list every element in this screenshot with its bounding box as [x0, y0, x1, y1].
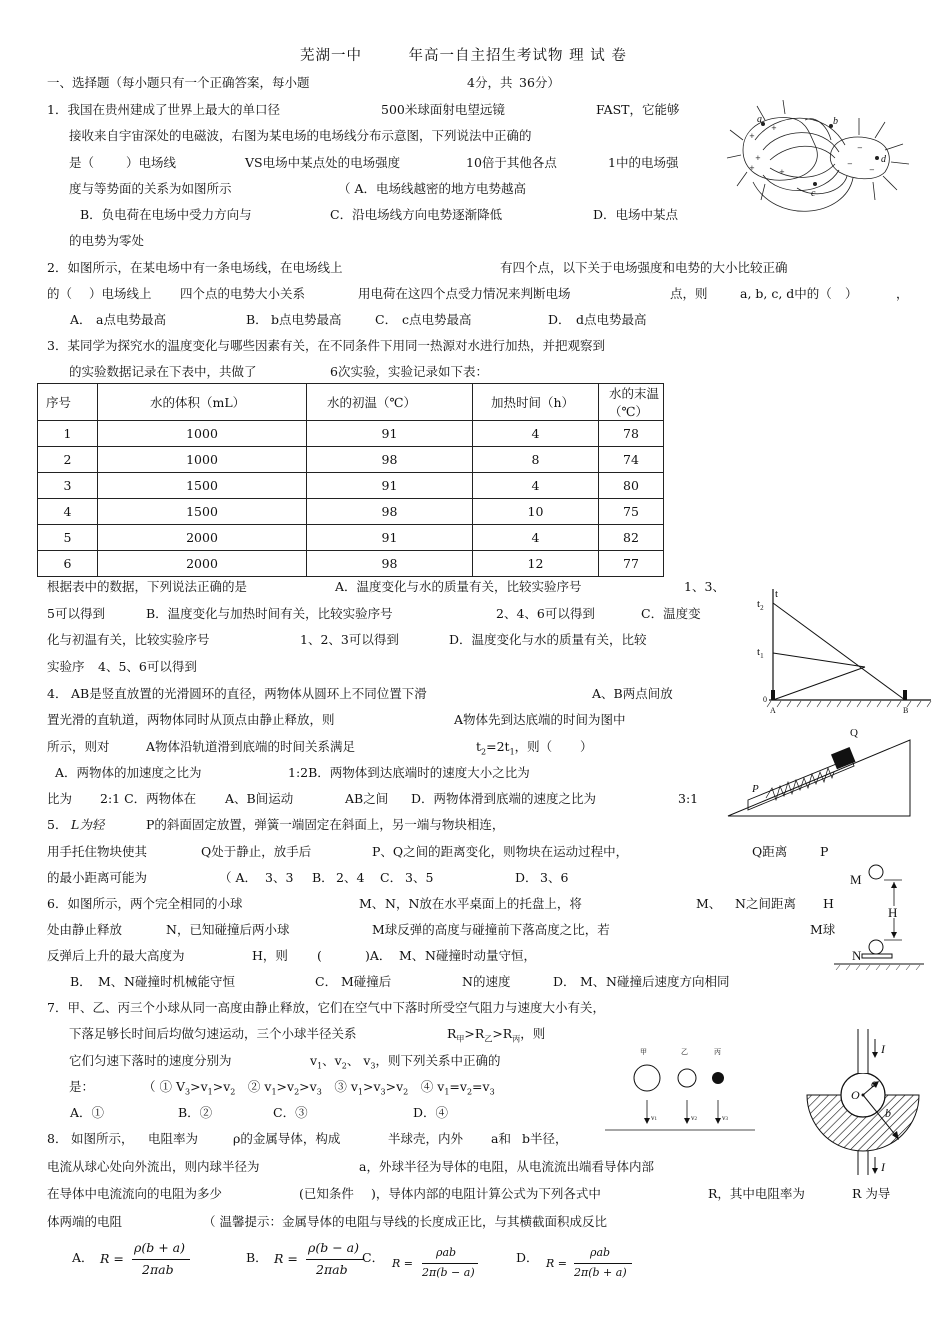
- text-fragment: R 为导: [852, 1186, 891, 1201]
- point-label: c: [811, 188, 816, 199]
- q3-line: 3．某同学为探究水的温度变化与哪些因素有关，在不同条件下用同一热源对水进行加热，并把观察到: [47, 338, 605, 353]
- table-header-row: [38, 384, 664, 421]
- text-fragment: M、: [98, 974, 124, 989]
- electric-field-figure: [735, 100, 915, 240]
- math-sub: 乙: [484, 1034, 493, 1044]
- text-fragment: 半球壳，内外: [388, 1131, 464, 1146]
- table-row: [38, 421, 664, 447]
- text-fragment: 化与初温有关，比较实验序号: [47, 632, 210, 647]
- origin-label: 0: [763, 695, 767, 704]
- option-a: A．温度变化与水的质量有关，比较实验序号: [335, 579, 582, 594]
- option-c: 2:1 C．两物体在: [100, 791, 197, 806]
- hemisphere-shell-figure: [805, 1025, 925, 1180]
- text-fragment: 6次实验，实验记录如下表：: [330, 364, 488, 379]
- point-label: b: [833, 116, 838, 127]
- text-fragment: 在导体中电流流向的电阻为多少: [47, 1186, 223, 1201]
- sphere-label: 甲: [640, 1048, 647, 1056]
- text-fragment: 的电势为零处: [69, 233, 145, 248]
- table-cell: 77: [599, 551, 664, 577]
- svg-text:+: +: [749, 164, 755, 172]
- formula-denominator: 2πab: [316, 1262, 348, 1277]
- radius-label: a: [871, 1076, 877, 1090]
- text-fragment: 2、4、6可以得到: [496, 606, 595, 621]
- text-fragment: R，其中电阻率为: [708, 1186, 805, 1201]
- text-fragment: 体两端的电阻: [47, 1214, 123, 1229]
- svg-text:+: +: [749, 132, 755, 140]
- table-cell: 91: [307, 525, 473, 551]
- option-c: C．温度变: [641, 606, 701, 621]
- option-label: D．: [516, 1250, 539, 1265]
- velocity-label: v1: [651, 1114, 657, 1122]
- table-cell: 1500: [98, 473, 307, 499]
- q1-line: 接收来自宇宙深处的电磁波，右图为某电场的电场线分布示意图，下列说法中正确的: [69, 128, 532, 143]
- spring-incline-figure: [726, 722, 916, 822]
- q5-number: 5．: [47, 817, 68, 832]
- math-sub: 2: [230, 1087, 236, 1097]
- option-c: c点电势最高: [402, 312, 472, 327]
- table-header-cell: 水的末温（℃）: [599, 384, 664, 421]
- table-cell: 8: [473, 447, 599, 473]
- table-row: [38, 525, 664, 551]
- table-cell: 2000: [98, 525, 307, 551]
- table-cell: 91: [307, 421, 473, 447]
- svg-text:+: +: [779, 168, 785, 176]
- option-b: N碰撞时机械能守恒: [124, 974, 235, 989]
- text-fragment: ④: [408, 1079, 434, 1094]
- current-label: I: [881, 1042, 885, 1056]
- text-fragment: 四个点的电势大小关系: [180, 286, 306, 301]
- option-d: D．温度变化与水的质量有关，比较: [449, 632, 647, 647]
- math-inline: [447, 1026, 545, 1048]
- math-var: =v: [472, 1079, 490, 1094]
- option-c: C．③: [273, 1105, 308, 1120]
- option-label: C．: [362, 1250, 385, 1265]
- option-d: D．④: [413, 1105, 449, 1120]
- current-label: I: [881, 1160, 885, 1174]
- option-a: A．两物体的加速度之比为: [55, 765, 202, 780]
- text-fragment: 用电荷在这四个点受力情况来判断电场: [358, 286, 571, 301]
- math-inline: [143, 1079, 495, 1101]
- fraction-bar: [422, 1263, 478, 1264]
- point-label: d: [881, 154, 886, 165]
- text-fragment: M、: [696, 896, 722, 911]
- text-fragment: ③: [321, 1079, 347, 1094]
- math-sub: 3: [185, 1087, 191, 1097]
- text-fragment: 1中的电场强: [608, 155, 679, 170]
- math-var: V: [175, 1079, 185, 1094]
- math-var: v: [310, 1053, 318, 1068]
- formula-lhs: R =: [274, 1251, 298, 1266]
- option-label: D．: [515, 870, 538, 885]
- option-a: )A．: [365, 948, 392, 963]
- center-label: O: [851, 1088, 860, 1102]
- axis-label: t: [775, 588, 779, 600]
- option-a: A．①: [70, 1105, 105, 1120]
- math-var: >R: [492, 1026, 513, 1041]
- text-fragment: N，N放在水平桌面上的托盘上，将: [385, 896, 582, 911]
- fraction-bar: [574, 1263, 632, 1264]
- text-fragment: A物体沿轨道滑到底端的时间关系满足: [146, 739, 356, 754]
- math-sub: 3: [370, 1061, 376, 1071]
- table-cell: 1500: [98, 499, 307, 525]
- text-fragment: 10倍于其他各点: [466, 155, 557, 170]
- hint-text: （ 温馨提示：金属导体的电阻与导线的长度成正比，与其横截面积成反比: [203, 1214, 607, 1229]
- option-label: A．: [72, 1250, 94, 1265]
- math-var: >v: [212, 1079, 231, 1094]
- math-inline: [310, 1053, 500, 1075]
- table-cell: 6: [38, 551, 98, 577]
- math-sub: 3: [380, 1087, 386, 1097]
- svg-text:+: +: [771, 124, 777, 132]
- text-fragment: 实验序: [47, 659, 85, 674]
- svg-text:+: +: [755, 154, 761, 162]
- text-fragment: ）电场线: [126, 155, 177, 170]
- table-row: [38, 447, 664, 473]
- table-cell: 78: [599, 421, 664, 447]
- formula-denominator: 2π(b − a): [422, 1266, 475, 1279]
- option-label: B．: [312, 870, 334, 885]
- table-cell: 98: [307, 447, 473, 473]
- table-cell: 1: [38, 421, 98, 447]
- table-cell: 12: [473, 551, 599, 577]
- text-fragment: N碰撞时动量守恒，: [425, 948, 536, 963]
- math-sub: 2: [481, 747, 487, 757]
- text-fragment: ，则: [520, 1026, 546, 1041]
- text-fragment: [476, 739, 552, 761]
- text-fragment: N，已知碰撞后两小球: [166, 922, 290, 937]
- math-sub: 2: [466, 1087, 473, 1097]
- text-fragment: A、B两点间放: [592, 686, 673, 701]
- text-fragment: a, b, c, d中的（: [740, 286, 832, 301]
- data-table: [37, 383, 664, 577]
- text-fragment: 、: [346, 1053, 360, 1068]
- sphere-label: 乙: [681, 1048, 688, 1056]
- formula-denominator: 2π(b + a): [574, 1266, 627, 1279]
- math-var: v: [363, 1053, 371, 1068]
- text-fragment: 4、5、6可以得到: [98, 659, 197, 674]
- option-c: M碰撞后: [341, 974, 392, 989]
- text-fragment: VS电场中某点处的电场强度: [245, 155, 401, 170]
- table-cell: 4: [473, 525, 599, 551]
- radius-label: b: [885, 1106, 891, 1120]
- table-cell: 4: [473, 473, 599, 499]
- table-cell: 2000: [98, 551, 307, 577]
- math-var: >v: [299, 1079, 317, 1094]
- text-fragment: 所示，则对: [47, 739, 110, 754]
- formula-lhs: R =: [100, 1251, 124, 1266]
- table-header-cell: 序号: [38, 384, 98, 421]
- point-label: P: [752, 783, 759, 795]
- text-fragment: 36分）: [519, 75, 560, 90]
- table-header-cell: 水的初温（℃）: [307, 384, 473, 421]
- q5-line: P的斜面固定放置，弹簧一端固定在斜面上，另一端与物块相连，: [146, 817, 505, 832]
- text-fragment: 是（: [69, 155, 107, 170]
- option-a: 3、3: [265, 870, 294, 885]
- table-row: [38, 473, 664, 499]
- text-fragment: 电阻率为: [148, 1131, 199, 1146]
- text-fragment: 比为: [47, 791, 73, 806]
- formula-lhs: R =: [392, 1257, 413, 1270]
- velocity-label: v2: [691, 1114, 697, 1122]
- table-cell: 75: [599, 499, 664, 525]
- option-label: C．: [375, 312, 398, 327]
- fraction-bar: [132, 1259, 190, 1260]
- table-cell: 82: [599, 525, 664, 551]
- text-fragment: 度与等势面的关系为如图所示: [69, 181, 232, 196]
- text-fragment: Q距离: [752, 844, 788, 859]
- section-heading: 一、选择题（每小题只有一个正确答案，每小题: [47, 75, 310, 90]
- text-fragment: N之间距离: [735, 896, 796, 911]
- table-header-cell: 水的体积（mL）: [98, 384, 307, 421]
- two-balls-figure: [832, 860, 932, 975]
- math-sub: 1: [271, 1087, 277, 1097]
- math-sub: 2: [341, 1061, 347, 1071]
- option-label: C．: [380, 870, 403, 885]
- table-row: [38, 551, 664, 577]
- text-fragment: (: [317, 948, 322, 963]
- table-cell: 91: [307, 473, 473, 499]
- text-fragment: A物体先到达底端的时间为图中: [454, 712, 626, 727]
- option-a: （ A．电场线越密的地方电势越高: [338, 181, 527, 196]
- formula-denominator: 2πab: [142, 1262, 174, 1277]
- text-fragment: ②: [235, 1079, 261, 1094]
- math-sub: 1: [317, 1061, 323, 1071]
- option-c: C．沿电场线方向电势逐渐降低: [330, 207, 503, 222]
- q7-line: 7．甲、乙、丙三个小球从同一高度由静止释放，它们在空气中下落时所受空气阻力与速度大小有关，: [47, 1000, 605, 1015]
- text-fragment: 处由静止释放: [47, 922, 123, 937]
- option-b: 1:2B．两物体到达底端时的速度大小之比为: [288, 765, 530, 780]
- table-cell: 74: [599, 447, 664, 473]
- text-fragment: ，则下列关系中正确的: [375, 1053, 501, 1068]
- table-cell: 10: [473, 499, 599, 525]
- option-a: a点电势最高: [96, 312, 166, 327]
- q1-line: 1．我国在贵州建成了世界上最大的单口径: [47, 102, 280, 117]
- text-fragment: 反弹后上升的最大高度为: [47, 948, 185, 963]
- table-cell: 98: [307, 499, 473, 525]
- table-cell: 3: [38, 473, 98, 499]
- formula-numerator: ρ(b + a): [134, 1240, 185, 1255]
- option-d: N碰撞后速度方向相同: [606, 974, 730, 989]
- math-var: R: [447, 1026, 457, 1041]
- text-fragment: N的速度: [462, 974, 511, 989]
- text-fragment: 1、2、3可以得到: [300, 632, 399, 647]
- text-fragment: 500米球面射电望远镜: [381, 102, 505, 117]
- table-cell: 1000: [98, 447, 307, 473]
- option-c: 3、5: [405, 870, 434, 885]
- table-cell: 80: [599, 473, 664, 499]
- text-fragment: 电流从球心处向外流出，则内球半径为: [47, 1159, 260, 1174]
- text-fragment: ，则（: [514, 739, 553, 754]
- option-label: A．: [70, 312, 92, 327]
- option-label: D．: [553, 974, 576, 989]
- text-fragment: 的最小距离可能为: [47, 870, 148, 885]
- option-b: b点电势最高: [271, 312, 342, 327]
- option-label: B．: [70, 974, 92, 989]
- formula-numerator: ρab: [436, 1246, 457, 1259]
- option-d: 3、6: [540, 870, 569, 885]
- option-b: B．温度变化与加热时间有关，比较实验序号: [146, 606, 393, 621]
- three-spheres-figure: [605, 1044, 765, 1134]
- math-sub: 甲: [456, 1034, 465, 1044]
- math-sub: 1: [444, 1087, 450, 1097]
- math-var: >v: [362, 1079, 381, 1094]
- text-fragment: a和: [491, 1131, 511, 1146]
- text-fragment: M球: [810, 922, 836, 937]
- text-fragment: 5可以得到: [47, 606, 105, 621]
- option-label: D．: [548, 312, 571, 327]
- height-label: H: [888, 905, 898, 920]
- text-fragment: 根据表中的数据，下列说法正确的是: [47, 579, 248, 594]
- option-label: B．: [246, 1250, 268, 1265]
- math-var: =v: [449, 1079, 467, 1094]
- q4-line: AB是竖直放置的光滑圆环的直径，两物体从圆环上不同位置下滑: [71, 686, 427, 701]
- option-d: d点电势最高: [576, 312, 647, 327]
- table-row: [38, 499, 664, 525]
- text-fragment: 用手托住物块使其: [47, 844, 148, 859]
- text-fragment: H: [823, 896, 834, 911]
- math-sub: 1: [357, 1087, 363, 1097]
- math-sub: 丙: [512, 1034, 521, 1044]
- text-fragment: 的实验数据记录在下表中，共做了: [69, 364, 257, 379]
- axis-label: $t_1$: [757, 646, 764, 660]
- math-var: t: [476, 739, 482, 754]
- text-fragment: ）电场线上: [89, 286, 152, 301]
- text-fragment: H，则: [252, 948, 288, 963]
- option-b: 2、4: [336, 870, 365, 885]
- text-fragment: AB之间: [345, 791, 389, 806]
- point-label: Q: [850, 727, 858, 739]
- math-var: v: [437, 1079, 445, 1094]
- math-var: v: [350, 1079, 358, 1094]
- text-fragment: a，外球半径为导体的电阻，从电流流出端看导体内部: [359, 1159, 654, 1174]
- math-var: >R: [464, 1026, 485, 1041]
- sphere-label: 丙: [714, 1048, 721, 1056]
- option-b: B．②: [178, 1105, 213, 1120]
- table-cell: 4: [38, 499, 98, 525]
- text-fragment: 下落足够长时间后均做匀速运动，三个小球半径关系: [69, 1026, 357, 1041]
- text-fragment: 有四个点，以下关于电场强度和电势的大小比较正确: [500, 260, 788, 275]
- math-var: 、v: [322, 1053, 342, 1068]
- math-sub: 2: [294, 1087, 300, 1097]
- text-fragment: (已知条件: [299, 1186, 354, 1201]
- text-fragment: FAST，它能够: [596, 102, 680, 117]
- table-cell: 4: [473, 421, 599, 447]
- formula-numerator: ρ(b − a): [308, 1240, 359, 1255]
- text-fragment: 点，则: [670, 286, 708, 301]
- velocity-label: v3: [722, 1114, 728, 1122]
- text-fragment: 置光滑的直轨道，两物体同时从顶点由静止释放，则: [47, 712, 335, 727]
- table-cell: 5: [38, 525, 98, 551]
- table-header-cell: 加热时间（h）: [473, 384, 599, 421]
- page-title: 芜湖一中 年高一自主招生考试物 理 试 卷: [300, 48, 627, 64]
- math-sub: 1: [207, 1087, 213, 1097]
- text-fragment: ）: [845, 286, 858, 301]
- text-fragment: A、B间运动: [225, 791, 294, 806]
- math-var: =2t: [486, 739, 510, 754]
- text-fragment: ρ的金属导体，构成: [233, 1131, 341, 1146]
- text-fragment: P: [820, 844, 829, 859]
- math-sub: 3: [316, 1087, 322, 1097]
- option-label: B．: [246, 312, 268, 327]
- text-fragment: 3:1: [678, 791, 699, 806]
- math-var: >v: [190, 1079, 208, 1094]
- text-fragment: 4分，共: [467, 75, 513, 90]
- svg-text:−: −: [847, 160, 853, 168]
- math-sub: 2: [403, 1087, 409, 1097]
- svg-text:−: −: [869, 166, 875, 174]
- ball-label: N: [852, 948, 862, 963]
- q2-line: 2．如图所示，在某电场中有一条电场线，在电场线上: [47, 260, 343, 275]
- formula-lhs: R =: [546, 1257, 567, 1270]
- fraction-bar: [306, 1259, 364, 1260]
- text-fragment: b半径，: [522, 1131, 568, 1146]
- text-fragment: 它们匀速下落时的速度分别为: [69, 1053, 232, 1068]
- text-fragment: M、: [399, 948, 425, 963]
- math-sub: 3: [489, 1087, 495, 1097]
- q4-number: 4．: [47, 686, 68, 701]
- text-fragment: ）: [580, 739, 593, 754]
- table-cell: 1000: [98, 421, 307, 447]
- math-sub: 1: [509, 747, 515, 757]
- text-fragment: 是：: [69, 1079, 95, 1094]
- text-fragment: 1、3、: [684, 579, 725, 594]
- ball-label: M: [850, 872, 862, 887]
- point-label: a: [757, 114, 762, 125]
- table-cell: 98: [307, 551, 473, 577]
- text-fragment: )，导体内部的电阻计算公式为下列各式中: [371, 1186, 601, 1201]
- option-d: D．两物体滑到底端的速度之比为: [411, 791, 597, 806]
- point-label: A: [770, 706, 776, 715]
- text-fragment: ，: [896, 286, 909, 301]
- text-fragment: 的（: [47, 286, 73, 301]
- axis-label: $t_2$: [757, 598, 764, 612]
- formula-numerator: ρab: [590, 1246, 611, 1259]
- q8-number: 8．: [47, 1131, 68, 1146]
- math-var: >v: [385, 1079, 404, 1094]
- text-fragment: L为轻: [71, 817, 105, 832]
- math-var: v: [264, 1079, 272, 1094]
- incline-time-figure: [755, 585, 935, 715]
- svg-text:−: −: [857, 144, 863, 152]
- option-d: D．电场中某点: [593, 207, 679, 222]
- text-fragment: （ ①: [143, 1079, 172, 1094]
- option-b: B．负电荷在电场中受力方向与: [80, 207, 252, 222]
- text-fragment: P、Q之间的距离变化，则物块在运动过程中，: [372, 844, 629, 859]
- text-fragment: 如图所示，: [71, 1131, 134, 1146]
- text-fragment: M、: [580, 974, 606, 989]
- table-cell: 2: [38, 447, 98, 473]
- point-label: B: [903, 706, 909, 715]
- math-var: >v: [276, 1079, 295, 1094]
- text-fragment: M、: [359, 896, 385, 911]
- q6-line: 6．如图所示，两个完全相同的小球: [47, 896, 243, 911]
- text-fragment: M球反弹的高度与碰撞前下落高度之比，若: [372, 922, 610, 937]
- option-label: C．: [315, 974, 338, 989]
- text-fragment: Q处于静止，放手后: [201, 844, 312, 859]
- text-fragment: （ A．: [219, 870, 258, 885]
